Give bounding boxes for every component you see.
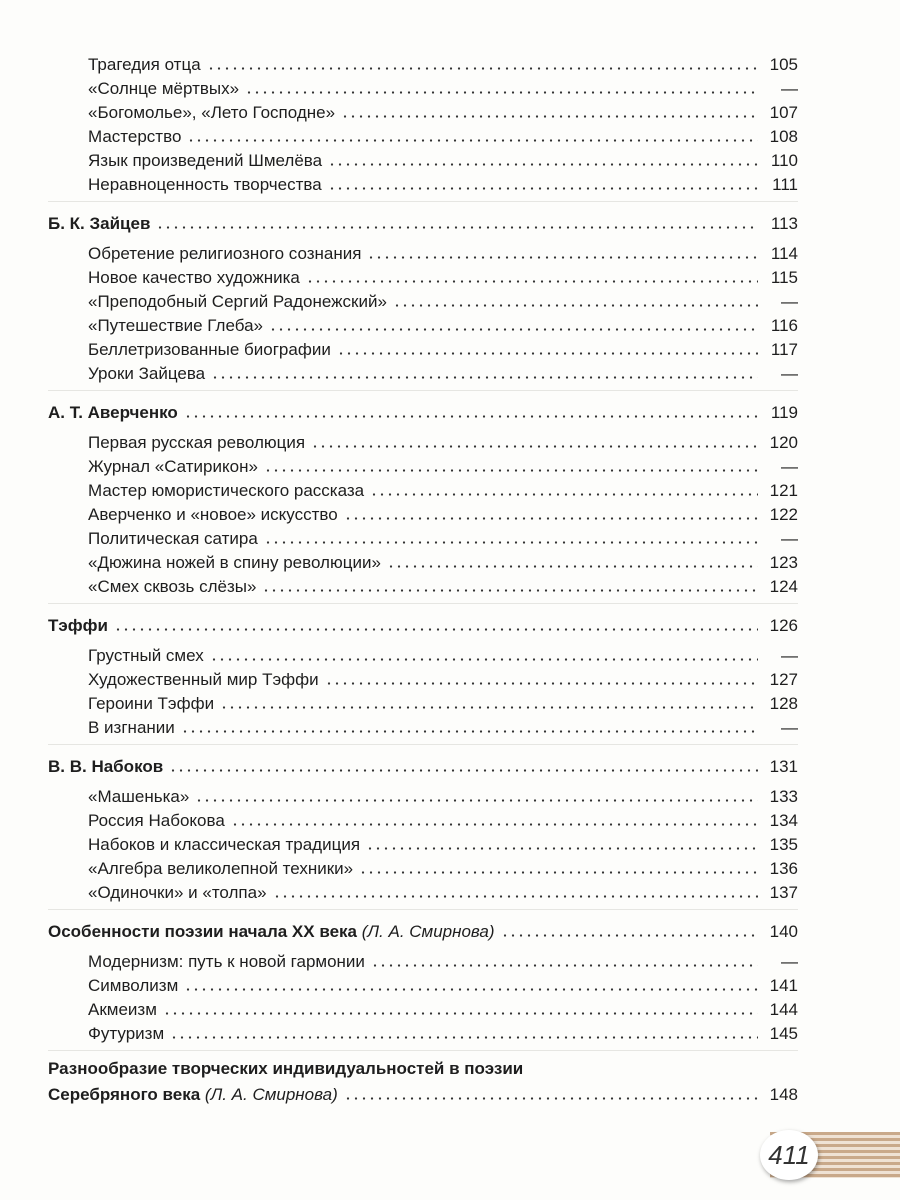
dot-leader [273,895,758,898]
page-ref: — [781,364,798,383]
toc-entry[interactable] [48,264,798,288]
entry-title: Мастер юмористического рассказа [88,481,365,500]
toc-entry[interactable] [48,123,798,147]
page-ref: 107 [769,103,798,122]
entry-title: Язык произведений Шмелёва [88,151,323,170]
dot-leader [181,730,758,733]
table-of-contents [48,51,798,1111]
dot-leader [245,91,758,94]
dot-leader [184,415,758,418]
dot-leader [328,187,758,190]
dot-leader [328,163,758,166]
dot-leader [210,658,758,661]
toc-entry[interactable] [48,690,798,714]
entry-title: Футуризм [88,1024,165,1043]
toc-entry[interactable] [48,855,798,879]
section-heading[interactable] [48,753,798,777]
dot-leader [187,139,758,142]
toc-entry[interactable] [48,525,798,549]
entry-author: (Л. А. Смирнова) [204,1085,338,1104]
toc-entry[interactable] [48,51,798,75]
page-ref: 124 [769,577,798,596]
dot-leader [195,799,758,802]
entry-title: Модернизм: путь к новой гармонии [88,952,365,971]
page-ref: — [781,718,798,737]
dot-leader [371,964,758,967]
toc-entry[interactable] [48,240,798,264]
toc-section [48,603,798,738]
page-ref: 108 [769,127,798,146]
toc-entry[interactable] [48,972,798,996]
dot-leader [184,988,758,991]
entry-title: Политическая сатира [88,529,258,548]
section-heading-line1: Разнообразие творческих индивидуальностей в поэзии [48,1059,524,1078]
section-heading[interactable] [48,918,798,942]
toc-entry[interactable] [48,477,798,501]
page-number: 411 [760,1130,818,1180]
entry-title: Мастерство [88,127,182,146]
page-ref: 135 [769,835,798,854]
dot-leader [337,352,758,355]
toc-entry[interactable] [48,1020,798,1044]
dot-leader [501,934,758,937]
page-ref: 111 [772,175,798,194]
dot-leader [207,67,758,70]
entry-title: Художественный мир Тэффи [88,670,319,689]
dot-leader [344,517,758,520]
toc-section [48,390,798,597]
entry-title: Первая русская революция [88,433,306,452]
toc-entry[interactable] [48,429,798,453]
entry-title: «Машенька» [88,787,190,806]
page-ref: 140 [769,922,798,941]
section-heading[interactable] [48,612,798,636]
entry-title: Серебряного века [48,1085,201,1104]
toc-entry[interactable] [48,549,798,573]
dot-leader [169,769,758,772]
entry-title: «Смех сквозь слёзы» [88,577,257,596]
entry-title: «Солнце мёртвых» [88,79,240,98]
entry-title: Акмеизм [88,1000,157,1019]
dot-leader [367,256,758,259]
page-ref: 141 [769,976,798,995]
dot-leader [156,226,758,229]
toc-section [48,744,798,903]
page-ref: 121 [769,481,798,500]
page-ref: 117 [770,340,798,359]
section-heading[interactable] [48,399,798,423]
section-heading[interactable] [48,1081,798,1105]
dot-leader [370,493,758,496]
dot-leader [231,823,758,826]
entry-title: «Преподобный Сергий Радонежский» [88,292,387,311]
page-ref: 144 [769,1000,798,1019]
toc-entry[interactable] [48,879,798,903]
entry-title: «Богомолье», «Лето Господне» [88,103,336,122]
toc-entry[interactable] [48,642,798,666]
toc-entry[interactable] [48,948,798,972]
dot-leader [220,706,758,709]
toc-entry[interactable] [48,501,798,525]
dot-leader [262,589,758,592]
page-ref: 116 [770,316,798,335]
page-ref: 123 [769,553,798,572]
page-ref: — [781,646,798,665]
entry-title: Трагедия отца [88,55,201,74]
entry-title: «Одиночки» и «толпа» [88,883,267,902]
toc-entry[interactable] [48,714,798,738]
page-ref: 145 [769,1024,798,1043]
dot-leader [359,871,758,874]
toc-entry[interactable] [48,336,798,360]
dot-leader [387,565,758,568]
dot-leader [269,328,758,331]
page-ref: — [781,292,798,311]
toc-entry[interactable] [48,360,798,384]
toc-entry[interactable] [48,783,798,807]
toc-section [48,201,798,384]
toc-entry[interactable] [48,312,798,336]
entry-title: Неравноценность творчества [88,175,322,194]
entry-title: Аверченко и «новое» искусство [88,505,338,524]
dot-leader [264,469,758,472]
toc-section [48,909,798,1044]
toc-entry[interactable] [48,996,798,1020]
dot-leader [325,682,758,685]
page-ref: 128 [769,694,798,713]
page-ref: 114 [770,244,798,263]
page-ref: 119 [770,403,798,422]
dot-leader [163,1012,758,1015]
page-ref: — [781,79,798,98]
dot-leader [341,115,758,118]
entry-title: Новое качество художника [88,268,300,287]
entry-title: А. Т. Аверченко [48,403,178,422]
page-ref: 137 [769,883,798,902]
page-ref: 127 [769,670,798,689]
page-ref: 133 [769,787,798,806]
entry-title: Особенности поэзии начала XX века (Л. А. Смирнова) [48,922,495,941]
dot-leader [306,280,758,283]
page-ref: 136 [769,859,798,878]
entry-title: «Дюжина ножей в спину революции» [88,553,381,572]
entry-author: (Л. А. Смирнова) [361,922,495,941]
toc-entry[interactable] [48,573,798,597]
page-ref: 110 [770,151,798,170]
toc-entry[interactable] [48,99,798,123]
toc-entry[interactable] [48,807,798,831]
entry-title: Обретение религиозного сознания [88,244,362,263]
entry-title: В изгнании [88,718,175,737]
entry-title: Б. К. Зайцев [48,214,151,233]
entry-title: Беллетризованные биографии [88,340,331,359]
entry-title: Героини Тэффи [88,694,215,713]
dot-leader [366,847,758,850]
page-ref: 134 [769,811,798,830]
dot-leader [311,445,758,448]
toc-section-final[interactable] [48,1050,798,1105]
entry-title: Журнал «Сатирикон» [88,457,258,476]
toc-entry[interactable] [48,666,798,690]
page-ref: 105 [769,55,798,74]
page-ref: 148 [769,1085,798,1104]
toc-entry[interactable] [48,831,798,855]
page-ref: — [781,952,798,971]
page-ref: 113 [770,214,798,233]
entry-title: Россия Набокова [88,811,225,830]
page-ref: 122 [769,505,798,524]
dot-leader [393,304,758,307]
toc-entry[interactable] [48,288,798,312]
page-ref: 126 [769,616,798,635]
dot-leader [211,376,758,379]
section-heading[interactable] [48,210,798,234]
toc-entry[interactable] [48,171,798,195]
entry-title: «Путешествие Глеба» [88,316,263,335]
entry-title: Символизм [88,976,179,995]
dot-leader [344,1097,758,1100]
page-ref: — [781,457,798,476]
page-ref: 131 [769,757,798,776]
entry-title: «Алгебра великолепной техники» [88,859,354,878]
toc-entry[interactable] [48,147,798,171]
toc-entry[interactable] [48,453,798,477]
entry-title: Грустный смех [88,646,204,665]
page-ref: 120 [769,433,798,452]
dot-leader [170,1036,758,1039]
entry-title: Уроки Зайцева [88,364,206,383]
page-ref: 115 [770,268,798,287]
dot-leader [264,541,758,544]
entry-title: В. В. Набоков [48,757,164,776]
dot-leader [114,628,758,631]
toc-entry[interactable] [48,75,798,99]
entry-title: Набоков и классическая традиция [88,835,361,854]
entry-title: Тэффи [48,616,108,635]
page-ref: — [781,529,798,548]
